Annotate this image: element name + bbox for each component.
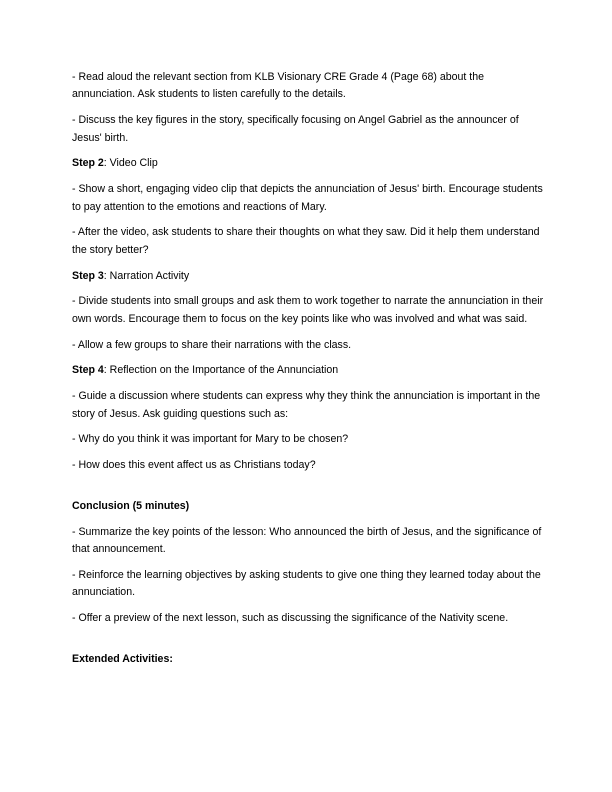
step-4-heading: [72, 362, 544, 379]
paragraph-question-christians: - How does this event affect us as Christians today?: [72, 459, 316, 472]
step-4-title: : Reflection on the Importance of the Annunciation: [103, 364, 339, 377]
paragraph-preview: - Offer a preview of the next lesson, such as discussing the significance of the Nativity scene.: [72, 612, 509, 625]
paragraph-narration-groups: - Divide students into small groups and ask them to work together to narrate the annunciation in their own words. Encourage them to focus on the key points like who was involved and what was said.: [72, 295, 544, 325]
step-2-heading: [72, 155, 544, 172]
paragraph-guide-discussion: - Guide a discussion where students can express why they think the annunciation is important in the story of Jesus. Ask guiding questions such as:: [72, 390, 541, 420]
paragraph-read-aloud: - Read aloud the relevant section from KLB Visionary CRE Grade 4 (Page 68) about the annunciation. Ask students to listen carefully to the details.: [72, 71, 485, 101]
extended-activities-heading-text: Extended Activities:: [72, 653, 173, 665]
extended-activities-heading: [72, 651, 544, 668]
paragraph-summarize: - Summarize the key points of the lesson: Who announced the birth of Jesus, and the significance of that announcement.: [72, 525, 542, 556]
paragraph-discuss-figures: - Discuss the key figures in the story, specifically focusing on Angel Gabriel as the announcer of Jesus' birth.: [72, 114, 519, 144]
paragraph-question-mary: - Why do you think it was important for Mary to be chosen?: [72, 433, 349, 446]
section-spacer: [72, 483, 544, 498]
step-2-title: : Video Clip: [103, 157, 158, 170]
step-3-label: Step 3: [72, 269, 104, 282]
step-3-heading: [72, 268, 544, 285]
step-4-label: Step 4: [72, 364, 104, 377]
conclusion-heading-text: Conclusion (5 minutes): [72, 500, 190, 512]
section-spacer: [72, 636, 544, 651]
step-2-label: Step 2: [72, 157, 104, 170]
step-3-title: : Narration Activity: [103, 269, 190, 282]
paragraph-video-clip: - Show a short, engaging video clip that depicts the annunciation of Jesus' birth. Encourage students to pay attention to the emotions and reactions of Mary.: [72, 183, 543, 213]
paragraph-reinforce: - Reinforce the learning objectives by asking students to give one thing they learned today about the annunciation.: [72, 569, 541, 599]
document-page: [72, 69, 544, 677]
paragraph-share-narrations: - Allow a few groups to share their narrations with the class.: [72, 338, 352, 351]
paragraph-after-video: - After the video, ask students to share their thoughts on what they saw. Did it help them understand the story better?: [72, 226, 540, 256]
conclusion-heading: [72, 498, 544, 515]
